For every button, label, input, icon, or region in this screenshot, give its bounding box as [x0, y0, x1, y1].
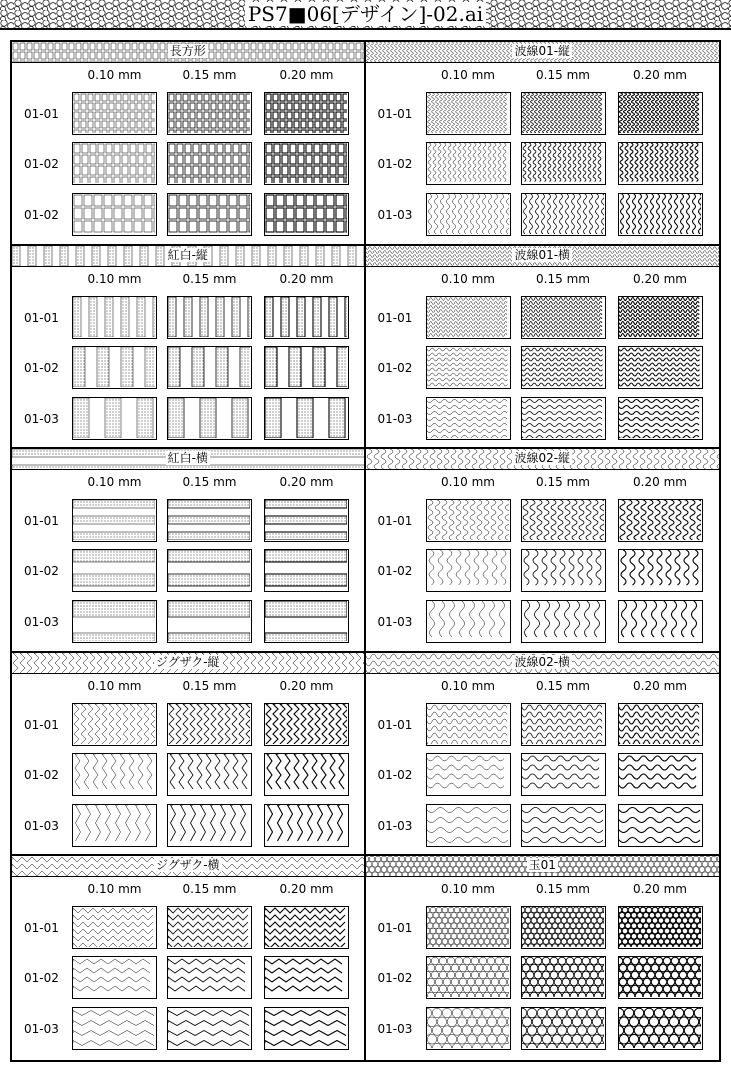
row-label: 01-03	[24, 411, 59, 426]
pattern-swatch	[618, 397, 703, 440]
section-title: 玉01	[528, 858, 556, 873]
pattern-swatch	[264, 92, 349, 135]
column-label: 0.10 mm	[87, 68, 142, 82]
section-header	[366, 856, 720, 877]
row-label: 01-02	[377, 564, 413, 579]
pattern-swatch	[521, 142, 606, 185]
section-title: ジグザク-縦	[155, 654, 220, 669]
row-label: 01-02	[24, 208, 59, 222]
pattern-swatch	[167, 906, 252, 949]
pattern-swatch	[618, 499, 703, 542]
pattern-swatch	[521, 346, 606, 389]
pattern-swatch	[72, 499, 157, 542]
pattern-swatch	[618, 906, 703, 949]
pattern-swatch	[72, 600, 157, 643]
pattern-swatch	[72, 703, 157, 746]
pattern-swatch	[618, 92, 703, 135]
column-label: 0.15 mm	[182, 678, 237, 693]
row-label: 01-01	[377, 107, 413, 121]
column-label: 0.10 mm	[87, 475, 142, 490]
column-label: 0.10 mm	[87, 882, 142, 897]
pattern-swatch	[72, 753, 157, 796]
column-label: 0.10 mm	[441, 678, 495, 693]
section-header	[12, 856, 364, 877]
pattern-swatch	[426, 1007, 511, 1050]
pattern-swatch	[426, 600, 511, 643]
column-label: 0.10 mm	[441, 68, 495, 82]
section-header	[12, 449, 364, 470]
pattern-section	[366, 653, 720, 857]
column-label: 0.20 mm	[633, 678, 687, 693]
pattern-swatch	[167, 499, 252, 542]
pattern-swatch	[264, 804, 349, 847]
row-label: 01-01	[24, 310, 59, 325]
pattern-swatch	[426, 956, 511, 999]
pattern-swatch	[521, 92, 606, 135]
section-header	[12, 42, 364, 63]
pattern-swatch	[264, 193, 349, 236]
pattern-swatch	[521, 804, 606, 847]
column-label: 0.10 mm	[87, 271, 142, 286]
row-label: 01-01	[377, 514, 413, 529]
pattern-swatch	[72, 92, 157, 135]
pattern-section	[12, 653, 366, 857]
column-label: 0.10 mm	[441, 882, 495, 897]
column-label: 0.20 mm	[279, 271, 334, 286]
pattern-swatch	[426, 397, 511, 440]
row-label: 01-02	[24, 564, 59, 579]
row-label: 01-01	[24, 107, 59, 121]
column-label: 0.15 mm	[182, 271, 237, 286]
column-label: 0.20 mm	[633, 271, 687, 286]
row-label: 01-02	[24, 360, 59, 375]
pattern-swatch	[167, 193, 252, 236]
row-label: 01-01	[377, 921, 413, 936]
pattern-swatch	[618, 956, 703, 999]
section-header	[366, 42, 720, 63]
pattern-swatch	[521, 193, 606, 236]
row-label: 01-01	[24, 514, 59, 529]
column-label: 0.15 mm	[536, 882, 590, 897]
pattern-swatch	[521, 703, 606, 746]
row-label: 01-02	[377, 971, 413, 986]
row-label: 01-02	[24, 971, 59, 986]
row-label: 01-03	[377, 1022, 413, 1037]
row-label: 01-03	[24, 818, 59, 833]
section-title: 長方形	[169, 44, 206, 58]
column-label: 0.20 mm	[279, 882, 334, 897]
column-label: 0.20 mm	[633, 475, 687, 490]
pattern-section	[366, 42, 720, 246]
section-header	[366, 449, 720, 470]
section-header	[366, 246, 720, 267]
pattern-swatch	[264, 499, 349, 542]
row-label: 01-03	[377, 818, 413, 833]
pattern-swatch	[521, 906, 606, 949]
pattern-swatch	[426, 703, 511, 746]
pattern-section	[366, 449, 720, 653]
pattern-swatch	[72, 193, 157, 236]
pattern-swatch	[167, 397, 252, 440]
section-header	[12, 246, 364, 267]
pattern-swatch	[521, 600, 606, 643]
pattern-swatch	[167, 142, 252, 185]
pattern-swatch	[264, 397, 349, 440]
column-label: 0.15 mm	[182, 882, 237, 897]
pattern-swatch	[426, 804, 511, 847]
pattern-swatch	[72, 397, 157, 440]
column-label: 0.15 mm	[536, 271, 590, 286]
pattern-swatch	[618, 1007, 703, 1050]
pattern-swatch	[521, 296, 606, 339]
row-label: 01-01	[377, 310, 413, 325]
pattern-swatch	[167, 549, 252, 592]
pattern-swatch	[618, 142, 703, 185]
pattern-swatch	[521, 1007, 606, 1050]
pattern-swatch	[264, 753, 349, 796]
pattern-swatch	[521, 397, 606, 440]
pattern-swatch	[618, 753, 703, 796]
section-title: 紅白-横	[167, 451, 208, 466]
section-title: 波線01-縦	[514, 44, 571, 58]
column-label: 0.15 mm	[536, 475, 590, 490]
pattern-swatch	[167, 956, 252, 999]
pattern-swatch	[426, 906, 511, 949]
pattern-swatch	[618, 804, 703, 847]
row-label: 01-03	[24, 1022, 59, 1037]
section-header	[12, 653, 364, 674]
pattern-swatch	[167, 92, 252, 135]
section-title: 波線02-縦	[514, 451, 571, 466]
column-label: 0.20 mm	[279, 678, 334, 693]
pattern-swatch	[264, 956, 349, 999]
row-label: 01-01	[377, 717, 413, 732]
section-header	[366, 653, 720, 674]
column-label: 0.10 mm	[441, 475, 495, 490]
pattern-swatch	[264, 296, 349, 339]
pattern-swatch	[72, 906, 157, 949]
document-title: PS7■06[デザイン]-02.ai	[245, 2, 486, 26]
pattern-section	[366, 246, 720, 450]
row-label: 01-01	[24, 717, 59, 732]
pattern-swatch	[72, 346, 157, 389]
column-label: 0.10 mm	[87, 678, 142, 693]
section-title: 波線02-横	[514, 654, 571, 669]
pattern-swatch	[521, 956, 606, 999]
pattern-swatch	[167, 804, 252, 847]
row-label: 01-02	[377, 360, 413, 375]
pattern-swatch	[167, 600, 252, 643]
pattern-swatch	[521, 499, 606, 542]
pattern-swatch	[72, 142, 157, 185]
pattern-swatch	[618, 600, 703, 643]
pattern-swatch	[167, 296, 252, 339]
row-label: 01-02	[377, 767, 413, 782]
pattern-swatch	[72, 549, 157, 592]
pattern-swatch	[521, 753, 606, 796]
pattern-sheet	[10, 40, 721, 1062]
column-label: 0.20 mm	[279, 475, 334, 490]
pattern-swatch	[167, 1007, 252, 1050]
pattern-swatch	[426, 92, 511, 135]
pattern-section	[366, 856, 720, 1060]
pattern-swatch	[618, 549, 703, 592]
pattern-swatch	[521, 549, 606, 592]
pattern-section	[12, 42, 366, 246]
row-label: 01-01	[24, 921, 59, 936]
pattern-swatch	[426, 753, 511, 796]
pattern-swatch	[264, 906, 349, 949]
column-label: 0.15 mm	[536, 678, 590, 693]
column-label: 0.20 mm	[279, 68, 334, 82]
pattern-swatch	[167, 753, 252, 796]
pattern-swatch	[72, 1007, 157, 1050]
pattern-swatch	[264, 703, 349, 746]
pattern-swatch	[264, 600, 349, 643]
section-title: ジグザク-横	[155, 858, 220, 873]
row-label: 01-03	[24, 615, 59, 630]
section-title: 紅白-縦	[167, 247, 208, 262]
pattern-swatch	[264, 346, 349, 389]
pattern-section	[12, 246, 366, 450]
row-label: 01-03	[377, 208, 413, 222]
pattern-swatch	[618, 193, 703, 236]
pattern-swatch	[264, 549, 349, 592]
pattern-swatch	[264, 142, 349, 185]
pattern-swatch	[264, 1007, 349, 1050]
column-label: 0.15 mm	[182, 475, 237, 490]
row-label: 01-02	[24, 767, 59, 782]
row-label: 01-02	[377, 157, 413, 171]
row-label: 01-03	[377, 615, 413, 630]
pattern-swatch	[426, 142, 511, 185]
title-bar	[0, 0, 731, 30]
pattern-swatch	[426, 499, 511, 542]
pattern-section	[12, 856, 366, 1060]
pattern-swatch	[72, 956, 157, 999]
pattern-swatch	[426, 193, 511, 236]
pattern-swatch	[426, 346, 511, 389]
row-label: 01-02	[24, 157, 59, 171]
pattern-swatch	[426, 296, 511, 339]
pattern-swatch	[618, 703, 703, 746]
row-label: 01-03	[377, 411, 413, 426]
column-label: 0.10 mm	[441, 271, 495, 286]
column-label: 0.20 mm	[633, 68, 687, 82]
pattern-swatch	[167, 703, 252, 746]
pattern-swatch	[618, 296, 703, 339]
section-title: 波線01-横	[514, 247, 571, 262]
column-label: 0.15 mm	[536, 68, 590, 82]
pattern-swatch	[72, 804, 157, 847]
column-label: 0.20 mm	[633, 882, 687, 897]
pattern-swatch	[618, 346, 703, 389]
pattern-swatch	[72, 296, 157, 339]
pattern-swatch	[167, 346, 252, 389]
pattern-section	[12, 449, 366, 653]
column-label: 0.15 mm	[182, 68, 237, 82]
pattern-swatch	[426, 549, 511, 592]
